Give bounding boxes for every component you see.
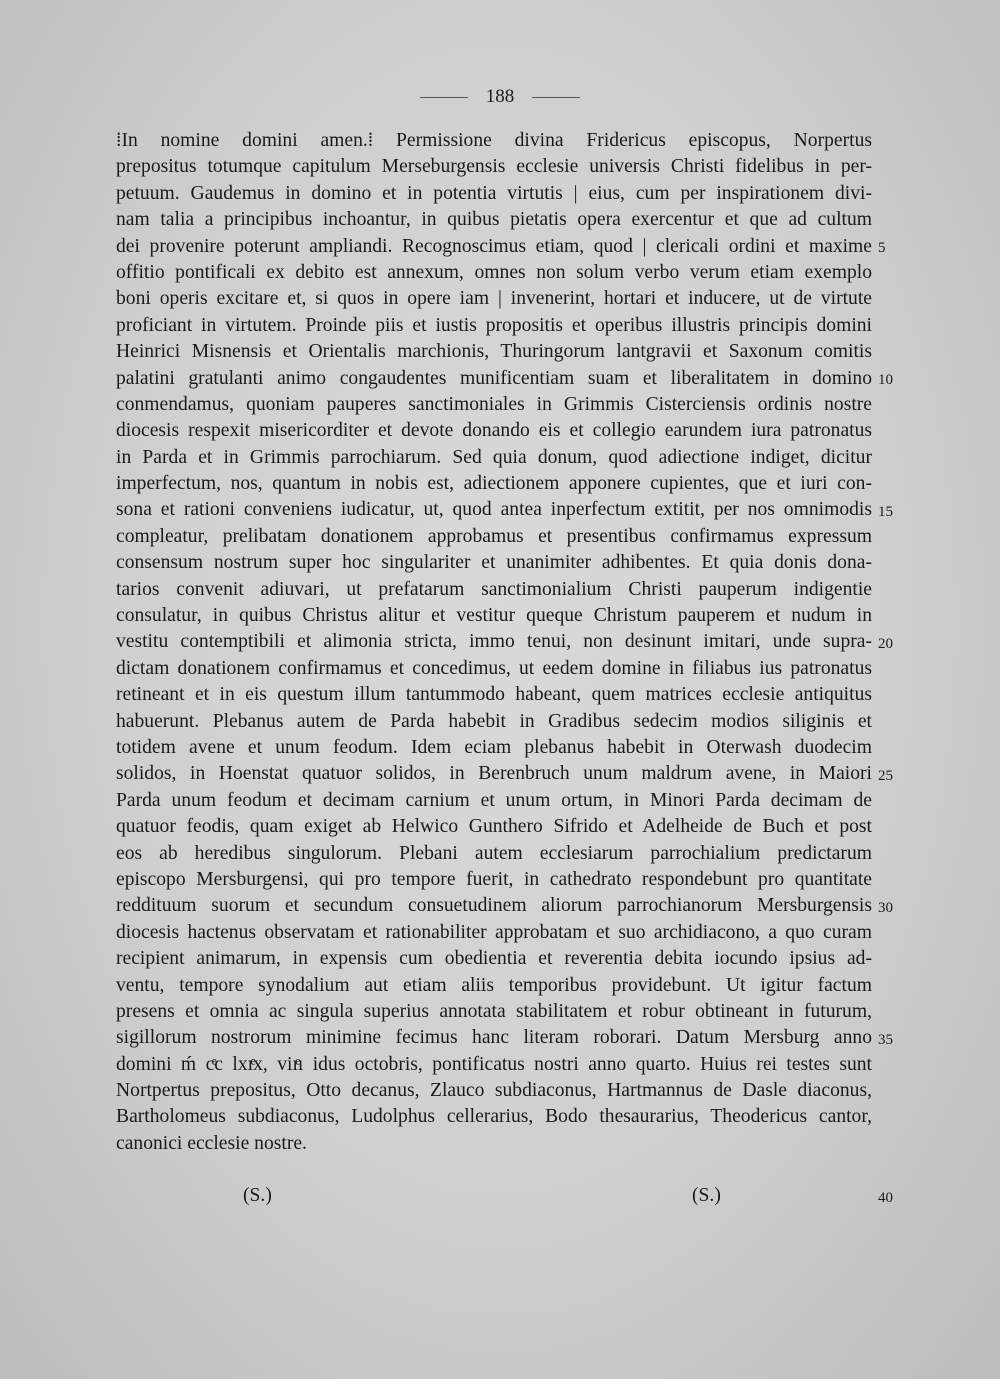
- text-line: reddituum suorum et secundum consuetudinem aliorum parrochianorum Mersburgensis: [116, 895, 872, 917]
- text-line: Heinrici Misnensis et Orientalis marchionis, Thuringorum lantgravii et Saxonum comitis: [116, 341, 872, 363]
- page-header: [0, 86, 1000, 108]
- line-number: 30: [878, 899, 893, 916]
- text-line: totidem avene et unum feodum. Idem eciam plebanus habebit in Oterwash duodecim: [116, 736, 872, 758]
- text-line: ventu, tempore synodalium aut etiam aliis temporibus providebunt. Ut igitur factum: [116, 974, 872, 996]
- page-number: 188: [485, 86, 515, 107]
- text-line: nam talia a principibus inchoantur, in quibus pietatis opera exercentur et que ad cultum: [116, 209, 872, 231]
- text-line: boni operis excitare et, si quos in opere iam | invenerint, hortari et inducere, ut de virtute: [116, 288, 872, 310]
- seal-mark-left: (S.): [243, 1185, 272, 1206]
- text-line: offitio pontificali ex debito est annexum, omnes non solum verbo verum etiam exemplo: [116, 261, 872, 283]
- text-line: consulatur, in quibus Christus alitur et vestitur queque Christum pauperem et nudum in: [116, 605, 872, 627]
- text-line: conmendamus, quoniam pauperes sanctimoniales in Grimmis Cisterciensis ordinis nostre: [116, 393, 872, 415]
- header-rule-left: [420, 97, 468, 98]
- text-line: ⁞In nomine domini amen.⁞ Permissione divina Fridericus episcopus, Norpertus: [116, 130, 872, 151]
- text-line: dei provenire poterunt ampliandi. Recognoscimus etiam, quod | clericali ordini et maxime: [116, 235, 872, 257]
- line-number: 10: [878, 371, 893, 388]
- text-line: recipient animarum, in expensis cum obedientia et reverentia debita iocundo ipsius ad-: [116, 948, 872, 970]
- line-number: 15: [878, 503, 893, 520]
- text-line: eos ab heredibus singulorum. Plebani autem ecclesiarum parrochialium predictarum: [116, 842, 872, 864]
- text-line: episcopo Mersburgensi, qui pro tempore fuerit, in cathedrato respondebunt pro quantitate: [116, 868, 872, 890]
- text-line: tarios convenit adiuvari, ut prefatarum sanctimonialium Christi pauperum indigentie: [116, 578, 872, 600]
- text-line: imperfectum, nos, quantum in nobis est, adiectionem apponere cupientes, que et iuri con-: [116, 473, 872, 495]
- header-rule-right: [532, 97, 580, 98]
- text-line: retineant et in eis questum illum tantummodo habeant, quem matrices ecclesie antiquitus: [116, 684, 872, 706]
- text-line: habuerunt. Plebanus autem de Parda habebit in Gradibus sedecim modios siliginis et: [116, 710, 872, 732]
- text-line: consensum nostrum super hoc singulariter et unanimiter adhibentes. Et quia donis dona-: [116, 552, 872, 574]
- text-line: palatini gratulanti animo congaudentes munificentiam suam et liberalitatem in domino: [116, 367, 872, 389]
- text-line: Bartholomeus subdiaconus, Ludolphus cellerarius, Bodo thesaurarius, Theodericus cantor,: [116, 1106, 872, 1128]
- text-line: domini ḿ cͤc lxıͤx, viıͤı idus octobris, pontificatus nostri anno quarto. Huius rei testes sunt: [116, 1053, 872, 1075]
- text-line: proficiant in virtutem. Proinde piis et iustis propositis et operibus illustris principis domini: [116, 314, 872, 336]
- text-line: compleatur, prelibatam donationem approbamus et presentibus confirmamus expressum: [116, 525, 872, 547]
- text-line: sona et rationi conveniens iudicatur, ut, quod antea inperfectum extitit, per nos omnimodis: [116, 499, 872, 521]
- text-line: petuum. Gaudemus in domino et in potentia virtutis | eius, cum per inspirationem divi-: [116, 182, 872, 204]
- text-line: prepositus totumque capitulum Merseburgensis ecclesie universis Christi fidelibus in per-: [116, 156, 872, 178]
- line-number: 20: [878, 635, 893, 652]
- seal-mark-right: (S.): [692, 1185, 721, 1206]
- charter-text: [116, 128, 872, 1157]
- text-line: solidos, in Hoenstat quatuor solidos, in Berenbruch unum maldrum avene, in Maiori: [116, 763, 872, 785]
- text-line: sigillorum nostrorum minimine fecimus hanc literam roborari. Datum Mersburg anno: [116, 1027, 872, 1049]
- text-line: vestitu contemptibili et alimonia stricta, immo tenui, non desinunt imitari, unde supra-: [116, 631, 872, 653]
- text-line: in Parda et in Grimmis parrochiarum. Sed quia donum, quod adiectione indiget, dicitur: [116, 446, 872, 468]
- text-line: diocesis hactenus observatam et rationabiliter approbatam et suo archidiacono, a quo curam: [116, 921, 872, 943]
- text-line: quatuor feodis, quam exiget ab Helwico Gunthero Sifrido et Adelheide de Buch et post: [116, 816, 872, 838]
- line-number-40: 40: [878, 1190, 893, 1206]
- text-line: canonici ecclesie nostre.: [116, 1132, 307, 1154]
- text-line: Parda unum feodum et decimam carnium et unum ortum, in Minori Parda decimam de: [116, 789, 872, 811]
- text-line: dictam donationem confirmamus et concedimus, ut eedem domine in filiabus ius patronatus: [116, 657, 872, 679]
- line-number: 25: [878, 767, 893, 784]
- text-line: Nortpertus prepositus, Otto decanus, Zlauco subdiaconus, Hartmannus de Dasle diaconus,: [116, 1080, 872, 1102]
- text-line: diocesis respexit misericorditer et devote donando eis et collegio earundem iura patronatus: [116, 420, 872, 442]
- line-number: 35: [878, 1031, 893, 1048]
- line-number: 5: [878, 239, 886, 256]
- text-line: presens et omnia ac singula superius annotata stabilitatem et robur obtineant in futurum,: [116, 1000, 872, 1022]
